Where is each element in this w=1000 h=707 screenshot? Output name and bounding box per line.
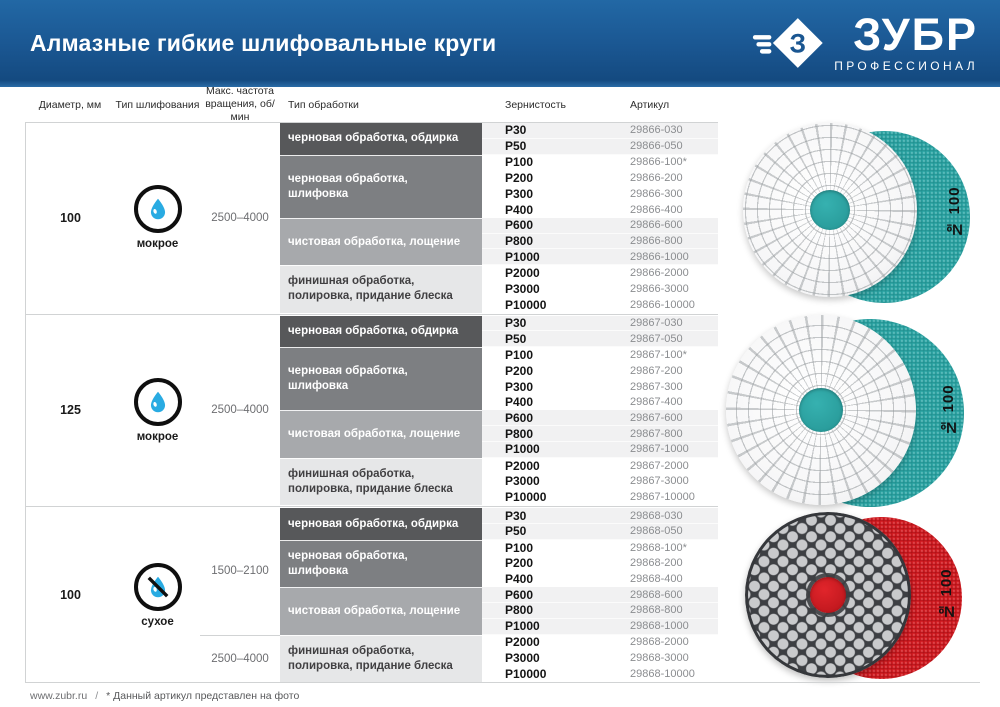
grit-value: P400 (505, 202, 534, 217)
table-row (482, 603, 718, 619)
zubr-logo-text (834, 9, 978, 73)
article-value: 29866-400 (630, 203, 683, 216)
table-header-row (25, 84, 718, 124)
column-header-article: Артикул (630, 98, 670, 111)
table-row (482, 666, 718, 682)
grit-value: P800 (505, 426, 534, 441)
grit-value: P50 (505, 331, 527, 346)
table-row (482, 155, 718, 171)
processing-type-cell: черновая обработка, обдирка (280, 123, 482, 155)
table-row (482, 458, 718, 474)
zubr-bison-diamond-icon (752, 14, 826, 72)
article-value: 29868-050 (630, 525, 683, 538)
product-photo-dry-disc (745, 509, 962, 679)
grit-value: P10000 (505, 667, 547, 682)
grinding-type-label: сухое (141, 615, 174, 628)
column-header-grit: Зернистость (505, 98, 566, 111)
table-row (482, 650, 718, 666)
center-hole (799, 388, 843, 432)
article-value: 29867-050 (630, 332, 683, 345)
article-value: 29866-1000 (630, 250, 689, 263)
column-header-processing: Тип обработки (288, 98, 359, 111)
table-row (482, 363, 718, 379)
grit-value: P100 (505, 348, 534, 363)
processing-type-cell: чистовая обработка, лощение (280, 587, 482, 634)
table-row (482, 395, 718, 411)
processing-type-cell: черновая обработка, шлифовка (280, 540, 482, 587)
grit-value: P300 (505, 379, 534, 394)
grit-value: P2000 (505, 266, 540, 281)
grit-value: P800 (505, 603, 534, 618)
table-row (482, 489, 718, 505)
column-header-diameter: Диаметр, мм (38, 98, 102, 111)
article-value: 29867-600 (630, 411, 683, 424)
article-value: 29868-030 (630, 509, 683, 522)
grit-article-rows (482, 316, 718, 506)
water-drop-icon (134, 185, 182, 233)
article-value: 29867-100* (630, 349, 687, 362)
diameter-value: 125 (60, 403, 81, 418)
table-row (482, 508, 718, 524)
article-value: 29867-200 (630, 364, 683, 377)
grinding-type-cell (115, 123, 200, 313)
table-row (482, 281, 718, 297)
grit-value: P100 (505, 540, 534, 555)
disc-number-label: № 100 (946, 186, 963, 238)
grit-article-rows (482, 123, 718, 313)
grit-value: P3000 (505, 281, 540, 296)
table-row (482, 379, 718, 395)
table-row (482, 524, 718, 540)
grit-value: P3000 (505, 474, 540, 489)
table-row (482, 139, 718, 155)
column-header-max-speed: Макс. частота вращения, об/мин (205, 84, 275, 124)
center-hole (810, 577, 846, 613)
table-groups (25, 123, 718, 682)
grit-value: P30 (505, 508, 527, 523)
table-row (482, 123, 718, 139)
grit-value: P600 (505, 218, 534, 233)
article-value: 29866-050 (630, 140, 683, 153)
processing-type-cell: финишная обработка, полировка, придание блеска (280, 635, 482, 682)
table-row (482, 571, 718, 587)
table-row (482, 619, 718, 635)
grinding-type-label: мокрое (136, 430, 179, 443)
group-divider (26, 506, 718, 507)
article-value: 29866-030 (630, 124, 683, 137)
water-drop-icon (134, 378, 182, 426)
table-row (482, 297, 718, 313)
grit-value: P600 (505, 587, 534, 602)
grit-value: P10000 (505, 297, 547, 312)
processing-type-cell: черновая обработка, шлифовка (280, 155, 482, 218)
table-row (482, 474, 718, 490)
diameter-value: 100 (60, 210, 81, 225)
grinding-type-cell (115, 508, 200, 682)
product-group-100-мокрое (26, 123, 718, 313)
processing-type-column (280, 316, 482, 506)
article-value: 29867-030 (630, 316, 683, 329)
grit-value: P200 (505, 171, 534, 186)
grit-value: P200 (505, 556, 534, 571)
grit-value: P1000 (505, 442, 540, 457)
table-row (482, 186, 718, 202)
grit-value: P3000 (505, 651, 540, 666)
processing-type-cell: черновая обработка, обдирка (280, 508, 482, 540)
article-value: 29868-100* (630, 541, 687, 554)
group-divider (26, 314, 718, 315)
article-value: 29866-3000 (630, 282, 689, 295)
table-row (482, 249, 718, 265)
article-value: 29868-2000 (630, 636, 689, 649)
no-water-drop-icon (134, 563, 182, 611)
diameter-value: 100 (60, 588, 81, 603)
grit-value: P10000 (505, 490, 547, 505)
grit-value: P800 (505, 233, 534, 248)
article-value: 29867-800 (630, 427, 683, 440)
processing-type-cell: финишная обработка, полировка, придание блеска (280, 265, 482, 312)
grit-value: P400 (505, 572, 534, 587)
product-photo-wet-disc (726, 313, 964, 507)
processing-type-cell: чистовая обработка, лощение (280, 410, 482, 457)
grit-value: P1000 (505, 249, 540, 264)
grit-value: P50 (505, 524, 527, 539)
grit-value: P200 (505, 363, 534, 378)
grit-value: P300 (505, 187, 534, 202)
article-value: 29866-300 (630, 188, 683, 201)
article-value: 29868-200 (630, 557, 683, 570)
article-value: 29867-3000 (630, 475, 689, 488)
table-row (482, 426, 718, 442)
product-photo-wet-disc (743, 121, 970, 303)
processing-type-cell: финишная обработка, полировка, придание блеска (280, 458, 482, 505)
article-value: 29868-800 (630, 604, 683, 617)
grinding-type-label: мокрое (136, 238, 179, 251)
page-title: Алмазные гибкие шлифовальные круги (30, 30, 497, 56)
processing-type-column (280, 123, 482, 313)
grit-value: P2000 (505, 635, 540, 650)
max-speed-cell (200, 316, 280, 506)
article-value: 29867-400 (630, 396, 683, 409)
brand-subtitle: ПРОФЕССИОНАЛ (834, 58, 978, 73)
table-row (482, 234, 718, 250)
table-row (482, 347, 718, 363)
article-value: 29868-400 (630, 573, 683, 586)
table-row (482, 587, 718, 603)
table-row (482, 635, 718, 651)
article-value: 29866-10000 (630, 298, 695, 311)
article-value: 29868-10000 (630, 668, 695, 681)
article-value: 29866-100* (630, 156, 687, 169)
disc-number-label: № 100 (938, 568, 955, 620)
table-row (482, 556, 718, 572)
speed-value: 2500–4000 (200, 635, 280, 682)
footer-separator: / (95, 690, 99, 702)
max-speed-cell (200, 508, 280, 682)
grit-article-rows (482, 508, 718, 682)
article-value: 29866-200 (630, 172, 683, 185)
article-value: 29867-2000 (630, 459, 689, 472)
table-row (482, 202, 718, 218)
disc-number-label: № 100 (940, 384, 957, 436)
article-value: 29868-600 (630, 588, 683, 601)
article-value: 29867-1000 (630, 443, 689, 456)
article-value: 29866-2000 (630, 267, 689, 280)
grinding-type-cell (115, 316, 200, 506)
article-value: 29868-1000 (630, 620, 689, 633)
spec-table (25, 84, 718, 682)
product-group-100-сухое (26, 508, 718, 682)
grit-value: P30 (505, 315, 527, 330)
table-row (482, 170, 718, 186)
article-value: 29868-3000 (630, 652, 689, 665)
page-header (0, 0, 1000, 87)
grit-value: P600 (505, 410, 534, 425)
table-row (482, 442, 718, 458)
table-row (482, 331, 718, 347)
processing-type-column (280, 508, 482, 682)
table-row (482, 540, 718, 556)
column-header-grinding-type: Тип шлифования (115, 98, 200, 111)
article-value: 29867-300 (630, 380, 683, 393)
grit-value: P1000 (505, 619, 540, 634)
page-footer (25, 682, 980, 702)
speed-value: 1500–2100 (211, 565, 269, 578)
processing-type-cell: черновая обработка, обдирка (280, 316, 482, 348)
svg-text:З: З (789, 28, 807, 59)
table-row (482, 316, 718, 332)
max-speed-cell (200, 123, 280, 313)
grit-value: P100 (505, 155, 534, 170)
grit-value: P30 (505, 123, 527, 138)
center-hole (810, 190, 850, 230)
table-row (482, 265, 718, 281)
article-value: 29866-600 (630, 219, 683, 232)
table-row (482, 218, 718, 234)
table-row (482, 410, 718, 426)
speed-value: 2500–4000 (211, 404, 269, 417)
grit-value: P400 (505, 395, 534, 410)
product-group-125-мокрое (26, 316, 718, 506)
speed-value: 2500–4000 (211, 211, 269, 224)
zubr-logo (752, 9, 980, 73)
processing-type-cell: чистовая обработка, лощение (280, 218, 482, 265)
article-value: 29867-10000 (630, 491, 695, 504)
footnote: * Данный артикул представлен на фото (106, 690, 300, 702)
article-value: 29866-800 (630, 234, 683, 247)
grit-value: P2000 (505, 458, 540, 473)
grit-value: P50 (505, 139, 527, 154)
processing-type-cell: черновая обработка, шлифовка (280, 347, 482, 410)
website-url[interactable]: www.zubr.ru (30, 690, 88, 702)
brand-name: ЗУБР (853, 9, 978, 61)
